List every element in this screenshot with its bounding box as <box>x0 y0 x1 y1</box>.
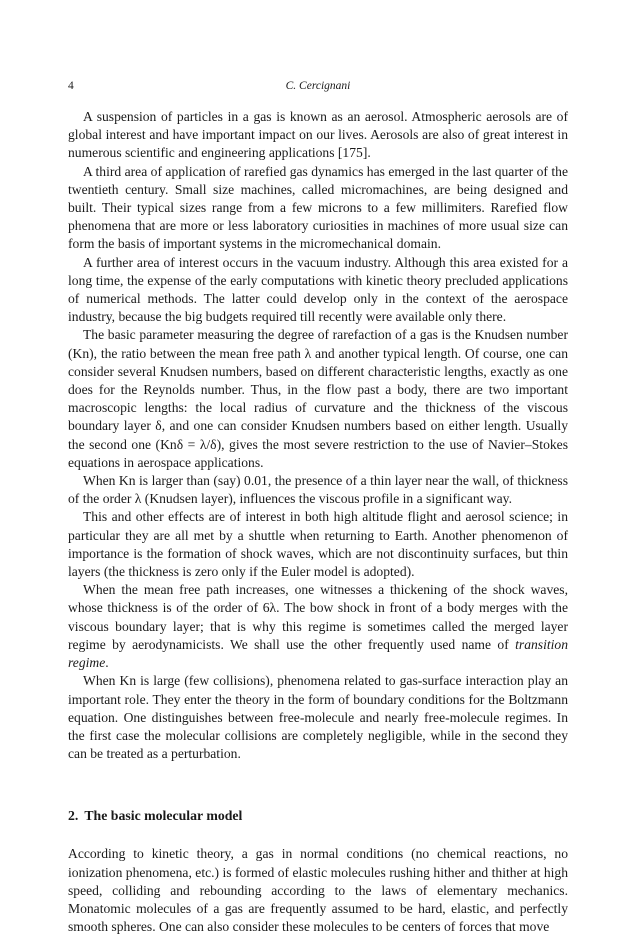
term-transition-regime: transition regime <box>68 636 568 671</box>
section-number: 2. <box>68 808 79 824</box>
paragraph-kinetic-theory: According to kinetic theory, a gas in normal conditions (no chemical reactions, no ionization phenomena, etc.) is formed of elastic molecules rushing hither and thither at high speed, colliding and rebounding according to the laws of elementary mechanics. Monatomic molecules of a gas are frequently assumed to be hard, elastic, and perfectly smooth spheres. One can also consider these molecules to be centers of forces that move <box>68 846 568 935</box>
paragraph-knudsen-number: The basic parameter measuring the degree of rarefaction of a gas is the Knudsen number (Kn), the ratio between the mean free path λ and another typical length. Of course, one can consider several Knudsen numbers, based on different characteristic lengths, exactly as one does for the Reynolds number. Thus, in the flow past a body, there are two important macroscopic lengths: the local radius of curvature and the thickness of the viscous boundary layer δ, and one can consider Knudsen numbers based on either length. Usually the second one (Knδ = λ/δ), gives the most severe restriction to the use of Navier–Stokes equations in aerospace applications. <box>68 327 568 470</box>
book-page <box>68 72 568 936</box>
section-heading <box>68 807 568 825</box>
paragraph-shock-waves: This and other effects are of interest in both high altitude flight and aerosol science; in particular they are all met by a shuttle when returning to Earth. Another phenomenon of importance is the formation of shock waves, which are not discontinuity surfaces, but thin layers (the thickness is zero only if the Euler model is adopted). <box>68 509 568 580</box>
paragraph-aerosols: A suspension of particles in a gas is known as an aerosol. Atmospheric aerosols are of global interest and have important impact on our lives. Aerosols are also of great interest in numerous scientific and engineering applications [175]. <box>68 109 568 161</box>
paragraph-transition-end: . <box>105 655 109 671</box>
paragraph-transition-text: When the mean free path increases, one witnesses a thickening of the shock waves, whose thickness is of the order of 6λ. The bow shock in front of a body merges with the viscous boundary layer; that is why this regime is sometimes called the merged layer regime by aerodynamicists. We shall use the other frequently used name of <box>68 582 568 652</box>
paragraph-knudsen-layer: When Kn is larger than (say) 0.01, the presence of a thin layer near the wall, of thickness of the order λ (Knudsen layer), influences the viscous profile in a significant way. <box>68 473 568 507</box>
paragraph-vacuum-industry: A further area of interest occurs in the vacuum industry. Although this area existed for a long time, the expense of the early computations with kinetic theory precluded applications of numerical methods. The latter could develop only in the context of the aerospace industry, because the big budgets required till recently were available only there. <box>68 254 568 325</box>
body-text <box>68 108 568 763</box>
running-title-author: C. Cercignani <box>285 80 351 92</box>
paragraph-micromachines: A third area of application of rarefied gas dynamics has emerged in the last quarter of the twentieth century. Small size machines, called micromachines, are being designed and built. Their typical sizes range from a few microns to a few millimiters. Rarefied flow phenomena that are more or less laboratory curiosities in machines of more usual size can form the basis of important systems in the micromechanical domain. <box>68 163 568 252</box>
paragraph-transition-regime <box>68 581 568 672</box>
paragraph-free-molecule: When Kn is large (few collisions), phenomena related to gas-surface interaction play an important role. They enter the theory in the form of boundary conditions for the Boltzmann equation. One distinguishes between free-molecule and nearly free-molecule regimes. In the first case the molecular collisions are completely negligible, while in the second they can be treated as a perturbation. <box>68 673 568 762</box>
running-head <box>68 72 568 92</box>
section-title: The basic molecular model <box>84 808 243 824</box>
page-number: 4 <box>68 80 74 92</box>
